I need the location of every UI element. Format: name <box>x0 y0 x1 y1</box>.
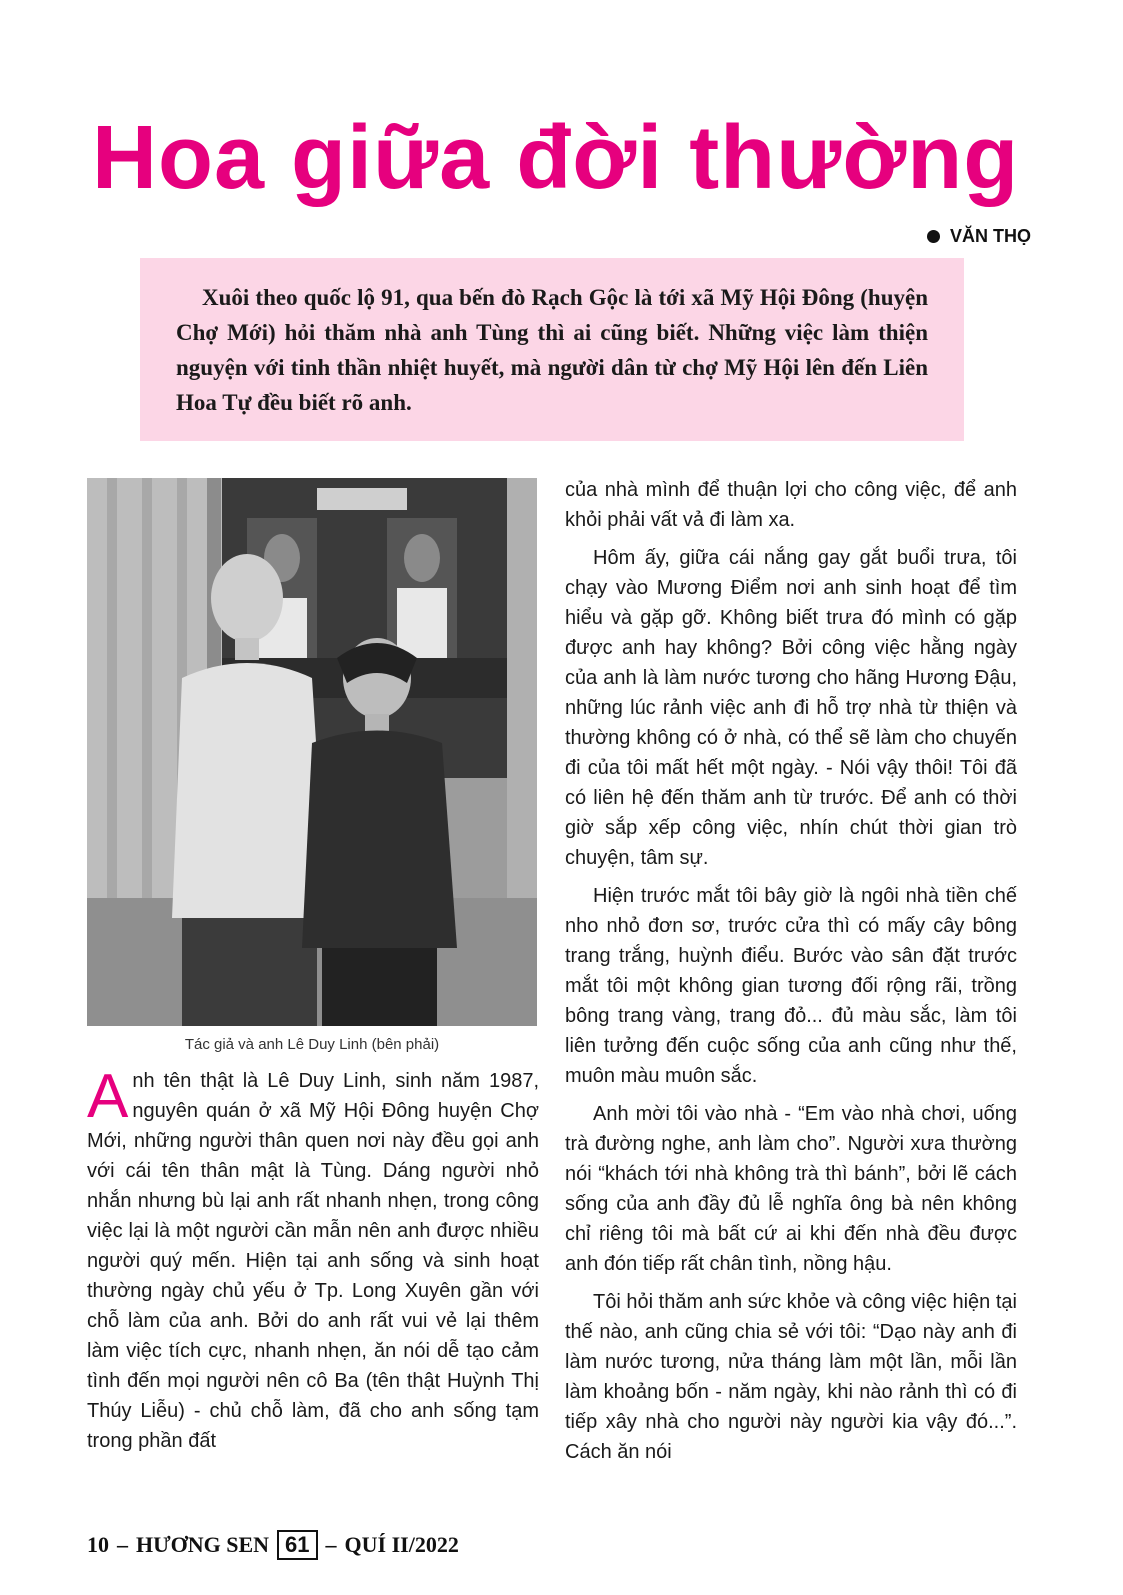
bullet-icon <box>927 230 940 243</box>
right-paragraph-3: Hiện trước mắt tôi bây giờ là ngôi nhà tiền chế nho nhỏ đơn sơ, trước cửa thì có mấy cây bông trang trắng, huỳnh điểu. Bước vào sân đặt trước mắt tôi một không gian tương đối rộng rãi, trồng bông trang vàng, trang đỏ... đủ màu sắc, làm tôi liên tưởng đến cuộc sống của anh cũng như thế, muôn màu muôn sắc. <box>565 885 1017 1087</box>
right-paragraph-1: của nhà mình để thuận lợi cho công việc, để anh khỏi phải vất vả đi làm xa. <box>565 479 1017 531</box>
left-paragraph <box>87 1062 539 1456</box>
left-column <box>87 1062 539 1464</box>
photo-illustration <box>87 478 537 1026</box>
lead-text: Xuôi theo quốc lộ 91, qua bến đò Rạch Gộc là tới xã Mỹ Hội Đông (huyện Chợ Mới) hỏi thăm nhà anh Tùng thì ai cũng biết. Những việc làm thiện nguyện với tinh thần nhiệt huyết, mà người dân từ chợ Mỹ Hội lên đến Liên Hoa Tự đều biết rõ anh. <box>176 285 928 415</box>
page-number: 10 <box>87 1532 109 1557</box>
article-photo <box>87 478 537 1026</box>
footer-dash: – <box>325 1532 337 1557</box>
footer-dash: – <box>117 1532 128 1557</box>
magazine-name: HƯƠNG SEN <box>136 1532 270 1557</box>
article-title: Hoa giữa đời thường <box>92 108 1020 208</box>
photo-caption: Tác giả và anh Lê Duy Linh (bên phải) <box>184 1036 440 1053</box>
lead-box <box>140 258 964 441</box>
right-column <box>565 475 1017 1475</box>
right-paragraph-4: Anh mời tôi vào nhà - “Em vào nhà chơi, uống trà đường nghe, anh làm cho”. Người xưa thường nói “khách tới nhà không trà thì bánh”, bởi lẽ cách sống của anh đầy đủ lễ nghĩa ông bà nên không chỉ riêng tôi mà bất cứ ai khi đến nhà đều được anh đón tiếp rất chân tình, nồng hậu. <box>565 1103 1017 1275</box>
author-name: VĂN THỌ <box>950 226 1031 246</box>
issue-number: 61 <box>277 1530 317 1560</box>
author-byline <box>927 226 1031 247</box>
right-paragraph-5: Tôi hỏi thăm anh sức khỏe và công việc hiện tại thế nào, anh cũng chia sẻ với tôi: “Dạo này anh đi làm nước tương, nửa tháng làm một lần, mỗi lần làm khoảng bốn - năm ngày, khi nào rảnh thì có đi tiếp xây nhà cho người này người kia vậy đó...”. Cách ăn nói <box>565 1291 1017 1463</box>
issue-period: QUÍ II/2022 <box>344 1532 459 1557</box>
page-footer <box>87 1530 459 1560</box>
right-paragraph-2: Hôm ấy, giữa cái nắng gay gắt buổi trưa, tôi chạy vào Mương Điểm nơi anh sinh hoạt để tìm hiểu và gặp gỡ. Không biết trưa đó mình có gặp được anh hay không? Bởi công việc hằng ngày của anh là làm nước tương cho hãng Hương Đậu, những lúc rảnh việc anh đi hỗ trợ nhà từ thiện và thường không có ở nhà, có thể sẽ làm cho chuyến đi của tôi mất hết một ngày. - Nói vậy thôi! Tôi đã có liên hệ đến thăm anh từ trước. Để anh có thời giờ sắp xếp công việc, nhín chút thời gian trò chuyện, tâm sự. <box>565 547 1017 869</box>
left-paragraph-text: nh tên thật là Lê Duy Linh, sinh năm 1987, nguyên quán ở xã Mỹ Hội Đông huyện Chợ Mới, những người thân quen nơi này đều gọi anh với cái tên thân mật là Tùng. Dáng người nhỏ nhắn nhưng bù lại anh rất nhanh nhẹn, trong công việc lại là một người cần mẫn nên anh được nhiều người quý mến. Hiện tại anh sống và sinh hoạt thường ngày chủ yếu ở Tp. Long Xuyên gần với chỗ làm của anh. Bởi do anh rất vui vẻ lại thêm làm việc tích cực, nhanh nhẹn, ăn nói dễ tạo cảm tình đến mọi người nên cô Ba (tên thật Huỳnh Thị Thúy Liễu) - chủ chỗ làm, đã cho anh sống tạm trong phần đất <box>87 1070 539 1452</box>
drop-cap: A <box>87 1062 129 1131</box>
